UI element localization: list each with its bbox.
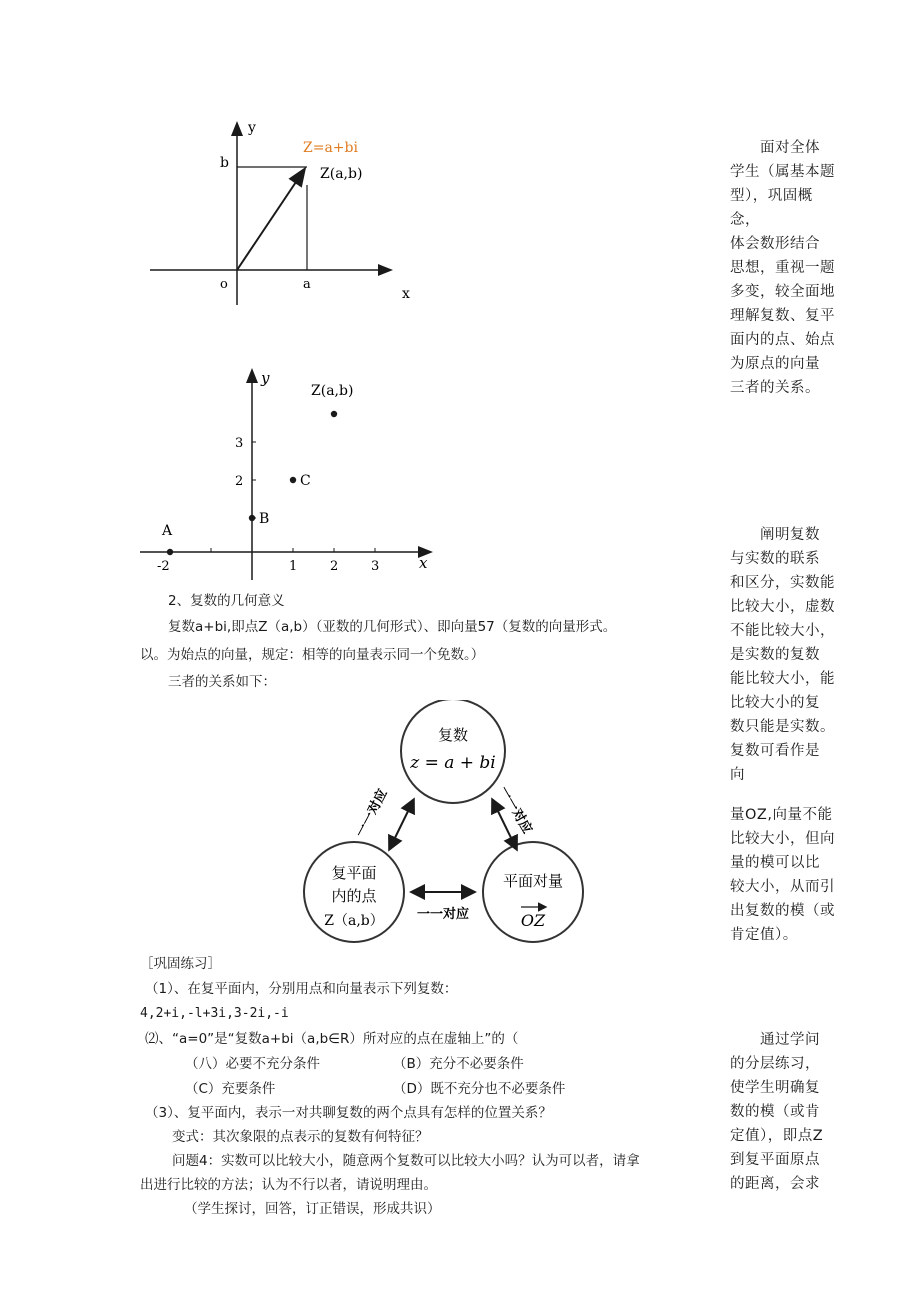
right-link-label: 一一对应	[495, 783, 535, 837]
option-a: （八）必要不充分条件	[185, 1056, 320, 1072]
side-note-3: 量OZ,向量不能 比较大小，但向 量的模可以比 较大小，从而引 出复数的模（或 肯定值）。	[730, 807, 835, 943]
option-b: （B）充分不必要条件	[393, 1056, 524, 1072]
x-tick-label: 1	[289, 559, 298, 574]
y-tick-label: 2	[235, 474, 244, 489]
side-note-1: 面对全体 学生（属基本题 型），巩固概念， 体会数形结合 思想，重视一题 多变，较全面地 理解复数、复平 面内的点、始点 为原点的向量 三者的关系。	[730, 140, 835, 396]
complex-number-node	[401, 700, 505, 803]
section-line-2: 以。为始点的向量，规定：相等的向量表示同一个免数。）	[140, 647, 485, 663]
x-label: x	[402, 286, 410, 302]
point-node-line-1: 复平面	[331, 864, 377, 882]
point-a-label: A	[162, 523, 173, 539]
x-tick-label: -2	[157, 559, 170, 574]
z-point-label: Z(a,b)	[320, 166, 363, 182]
vector-node-title: 平面对量	[502, 872, 564, 890]
point-c	[290, 477, 296, 483]
x-tick-label: 2	[330, 559, 339, 574]
question-2: ⑵、“a=0”是“复数a+bi（a,b∈R）所对应的点在虚轴上”的（	[145, 1031, 519, 1047]
bottom-link-label: 一一对应	[416, 907, 470, 922]
vector-node-vector: OZ	[520, 911, 546, 930]
point-c-label: C	[300, 473, 311, 489]
question-1-values: 4,2+i,-l+3i,3-2i,-i	[140, 1006, 289, 1021]
oz-vector	[237, 170, 304, 270]
x-tick-label: 3	[371, 559, 380, 574]
point-z	[331, 411, 337, 417]
question-1: （1）、在复平面内，分别用点和向量表示下列复数：	[145, 981, 458, 997]
problem-4-line-1: 问题4：实数可以比较大小，随意两个复数可以比较大小吗？认为可以者，请拿	[172, 1153, 640, 1169]
section-line-1: 复数a+bi,即点Z（a,b）（亚数的几何形式）、即向量57（复数的向量形式。	[168, 619, 617, 635]
left-link-label: 一一对应	[353, 786, 391, 840]
point-a	[167, 549, 173, 555]
problem-4-line-2: 出进行比较的方法；认为不行以者，请说明理由。	[140, 1177, 437, 1193]
b-label: b	[220, 155, 229, 171]
y-label: y	[261, 369, 270, 387]
option-d: （D）既不充分也不必要条件	[393, 1081, 566, 1097]
point-node-line-2: 内的点	[331, 887, 377, 905]
a-label: a	[303, 277, 311, 292]
side-note-2: 阐明复数 与实数的联系 和区分，实数能 比较大小，虚数 不能比较大小， 是实数的复数 能比较大小，能 比较大小的复 数只能是实数。 复数可看作是 向	[730, 527, 835, 783]
correspondence-diagram	[295, 700, 625, 950]
discussion: （学生探讨，回答，订正错误，形成共识）	[184, 1201, 441, 1217]
complex-number-title: 复数	[437, 726, 469, 744]
variant: 变式：其次象限的点表示的复数有何特征？	[172, 1129, 429, 1145]
complex-points-graph	[135, 365, 445, 580]
question-3: （3）、复平面内，表示一对共聊复数的两个点具有怎样的位置关系？	[145, 1105, 552, 1121]
y-tick-label: 3	[235, 436, 244, 451]
y-label: y	[248, 120, 256, 136]
z-formula: Z=a+bi	[303, 140, 358, 156]
complex-plane-vector-graph	[140, 110, 440, 310]
point-b-label: B	[259, 511, 270, 527]
point-z-label: Z(a,b)	[311, 383, 354, 399]
left-double-arrow	[390, 801, 413, 848]
exercise-heading: ［巩固练习］	[140, 956, 221, 972]
section-heading: 2、复数的几何意义	[168, 593, 285, 609]
complex-number-formula: z = a + bi	[410, 753, 496, 773]
option-c: （C）充要条件	[185, 1081, 276, 1097]
x-label: x	[419, 554, 428, 572]
point-b	[249, 515, 255, 521]
origin-label: o	[220, 277, 228, 292]
side-note-4: 通过学问 的分层练习， 使学生明确复 数的模（或肯 定值），即点Z 到复平面原点 的距离，会求	[730, 1032, 824, 1192]
point-node-line-3: Z（a,b）	[324, 913, 384, 929]
section-line-3: 三者的关系如下：	[168, 674, 276, 690]
